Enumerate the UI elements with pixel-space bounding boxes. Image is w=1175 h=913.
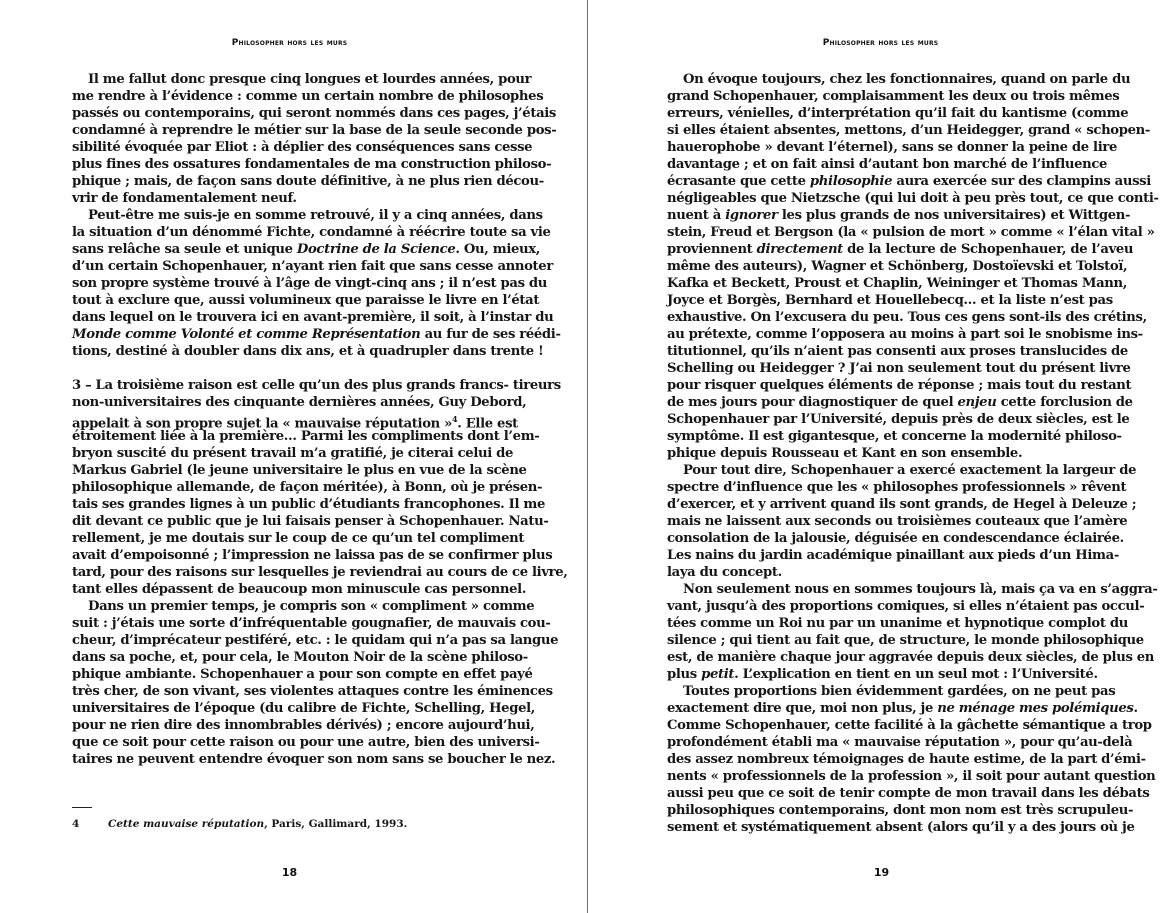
- text-line: dit devant ce public que je lui faisais penser à Schopenhauer. Natu-: [72, 514, 549, 529]
- right-page: [588, 0, 1175, 913]
- text-line: plus petit. L’explication en tient en un seul mot : l’Université.: [667, 667, 1098, 682]
- text-line: Kafka et Beckett, Proust et Chaplin, Weininger et Thomas Mann,: [667, 276, 1128, 291]
- text-line: dans sa poche, et, pour cela, le Mouton Noir de la scène philoso-: [72, 650, 528, 665]
- text-line: aussi peu que ce soit de tenir compte de mon travail dans les débats: [667, 786, 1150, 801]
- text-line: que ce soit pour cette raison ou pour une autre, bien des universi-: [72, 735, 540, 750]
- text-line: erreurs, vénielles, d’interprétation qu’il fait du kantisme (comme: [667, 106, 1129, 121]
- text-line: tais ses grandes lignes à un public d’étudiants francophones. Il me: [72, 497, 546, 512]
- text-line: tées comme un Roi nu par un unanime et hypnotique complot du: [667, 616, 1128, 631]
- text-line: tions, destiné à doubler dans dix ans, et à quadrupler dans trente !: [72, 344, 544, 359]
- text-line: de mes jours pour diagnostiquer de quel enjeu cette forclusion de: [667, 395, 1133, 410]
- text-line: appelait à son propre sujet la « mauvaise réputation »$^4$. Elle est: [72, 414, 518, 432]
- left-page: [0, 0, 587, 913]
- text-line: rellement, je me doutais sur le coup de ce qu’un tel compliment: [72, 531, 525, 546]
- text-line: écrasante que cette philosophie aura exercée sur des clampins aussi: [667, 174, 1151, 189]
- footnote-number: 4: [72, 818, 80, 830]
- text-line: sibilité évoquée par Eliot : à déplier des conséquences sans cesse: [72, 140, 533, 155]
- text-line: cheur, d’imprécateur pestiféré, etc. : le quidam qui n’a pas sa langue: [72, 633, 559, 648]
- text-line: tout à exclure que, aussi volumineux que paraisse le livre en l’état: [72, 293, 540, 308]
- text-line: titutionnel, qu’ils n’aient pas consenti aux proses translucides de: [667, 344, 1128, 359]
- text-line: négligeables que Nietzsche (qui lui doit à peu près tout, ce que conti-: [667, 191, 1159, 206]
- footnote-rest: , Paris, Gallimard, 1993.: [264, 818, 408, 830]
- footnote-rule: [72, 807, 92, 808]
- text-line: Toutes proportions bien évidemment gardées, on ne peut pas: [683, 684, 1116, 699]
- text-line: profondément établi ma « mauvaise réputation », pour qu’au-delà: [667, 735, 1133, 750]
- text-line: proviennent directement de la lecture de Schopenhauer, de l’aveu: [667, 242, 1134, 257]
- text-line: d’exercer, et y arrivent quand ils sont grands, de Hegel à Deleuze ;: [667, 497, 1137, 512]
- text-line: Les nains du jardin académique pinaillant aux pieds d’un Hima-: [667, 548, 1119, 563]
- text-line: tard, pour des raisons sur lesquelles je reviendrai au cours de ce livre,: [72, 565, 568, 580]
- text-line: sement et systématiquement absent (alors qu’il y a des jours où je: [667, 820, 1135, 835]
- text-line: 3 – La troisième raison est celle qu’un des plus grands francs- tireurs: [72, 378, 561, 393]
- text-line: On évoque toujours, chez les fonctionnaires, quand on parle du: [683, 72, 1131, 87]
- body-text: [72, 71, 568, 768]
- paragraph-gap: [72, 360, 510, 377]
- text-line: phique depuis Rousseau et Kant en son ensemble.: [667, 446, 1023, 461]
- text-line: symptôme. Il est gigantesque, et concerne la modernité philoso-: [667, 429, 1122, 444]
- text-line: sans relâche sa seule et unique Doctrine de la Science. Ou, mieux,: [72, 242, 541, 257]
- text-line: tant elles dépassent de beaucoup mon minuscule cas personnel.: [72, 582, 527, 597]
- text-line: laya du concept.: [667, 565, 782, 580]
- text-line: taires ne peuvent entendre évoquer son nom sans se boucher le nez.: [72, 752, 556, 767]
- text-line: Markus Gabriel (le jeune universitaire le plus en vue de la scène: [72, 463, 527, 478]
- text-line: exhaustive. On l’excusera du peu. Tous ces gens sont-ils des crétins,: [667, 310, 1147, 325]
- text-line: phique ; mais, de façon sans doute définitive, à ne plus rien décou-: [72, 174, 544, 189]
- text-line: Schelling ou Heidegger ? J’ai non seulement tout du présent livre: [667, 361, 1131, 376]
- text-line: vant, jusqu’à des proportions comiques, si elles n’étaient pas occul-: [667, 599, 1145, 614]
- text-line: exactement dire que, moi non plus, je ne ménage mes polémiques.: [667, 701, 1138, 716]
- text-line: passés ou contemporains, qui seront nommés dans ces pages, j’étais: [72, 106, 557, 121]
- text-line: si elles étaient absentes, mettons, d’un Heidegger, grand « schopen-: [667, 123, 1151, 138]
- text-line: Monde comme Volonté et comme Représentation au fur de ses réédi-: [72, 327, 561, 342]
- text-line: nents « professionnels de la profession », il soit pour autant question: [667, 769, 1156, 784]
- text-line: philosophique allemande, de façon méritée), à Bonn, où je présen-: [72, 480, 543, 495]
- text-line: phique ambiante. Schopenhauer a pour son compte en effet payé: [72, 667, 533, 682]
- text-line: Schopenhauer par l’Université, depuis près de deux siècles, est le: [667, 412, 1130, 427]
- text-line: des assez nombreux témoignages de haute estime, de la part d’émi-: [667, 752, 1146, 767]
- text-line: même des auteurs), Wagner et Schönberg, Dostoïevski et Tolstoï,: [667, 259, 1128, 274]
- text-line: davantage ; et on fait ainsi d’autant bon marché de l’influence: [667, 157, 1108, 172]
- text-line: étroitement liée à la première… Parmi les compliments dont l’em-: [72, 429, 540, 444]
- footnote: [72, 818, 407, 830]
- footnote-title: Cette mauvaise réputation: [108, 818, 265, 830]
- text-line: pour risquer quelques éléments de réponse ; mais tout du restant: [667, 378, 1132, 393]
- text-line: consolation de la jalousie, déguisée en condescendance éclairée.: [667, 531, 1124, 546]
- text-line: son propre système trouvé à l’âge de vingt-cinq ans ; il n’est pas du: [72, 276, 548, 291]
- text-line: d’un certain Schopenhauer, n’ayant rien fait que sans cesse annoter: [72, 259, 553, 274]
- text-line: au prétexte, comme l’opposera au moins à part soi le snobisme ins-: [667, 327, 1143, 342]
- text-line: silence ; qui tient au fait que, de structure, le monde philosophique: [667, 633, 1144, 648]
- running-head: Philosopher hors les murs: [231, 38, 348, 48]
- text-line: Pour tout dire, Schopenhauer a exercé exactement la largeur de: [683, 463, 1137, 478]
- page-number: 18: [281, 866, 298, 879]
- text-line: philosophiques contemporains, dont mon nom est très scrupuleu-: [667, 803, 1134, 818]
- text-line: Joyce et Borgès, Bernhard et Houellebecq… et la liste n’est pas: [667, 293, 1113, 308]
- body-text: [667, 71, 1159, 836]
- text-line: condamné à reprendre le métier sur la base de la seule seconde pos-: [72, 123, 557, 138]
- text-line: hauerophobe » devant l’éternel), sans se donner la peine de lire: [667, 140, 1118, 155]
- text-line: Dans un premier temps, je compris son « compliment » comme: [88, 599, 535, 614]
- text-line: non-universitaires des cinquante dernières années, Guy Debord,: [72, 395, 527, 410]
- text-line: très cher, de son vivant, ses violentes attaques contre les éminences: [72, 684, 553, 699]
- text-line: Peut-être me suis-je en somme retrouvé, il y a cinq années, dans: [88, 208, 543, 223]
- text-line: grand Schopenhauer, complaisamment les deux ou trois mêmes: [667, 89, 1120, 104]
- text-line: bryon suscité du présent travail m’a gratifié, je citerai celui de: [72, 446, 514, 461]
- text-line: universitaires de l’époque (du calibre de Fichte, Schelling, Hegel,: [72, 701, 536, 716]
- text-line: nuent à ignorer les plus grands de nos universitaires) et Wittgen-: [667, 208, 1131, 223]
- text-line: dans lequel on le trouvera ici en avant-première, il soit, à l’instar du: [72, 310, 554, 325]
- text-line: mais ne laissent aux seconds ou troisièmes couteaux que l’amère: [667, 514, 1128, 529]
- text-line: Comme Schopenhauer, cette facilité à la gâchette sémantique a trop: [667, 718, 1152, 733]
- text-line: me rendre à l’évidence : comme un certain nombre de philosophes: [72, 89, 544, 104]
- text-line: spectre d’influence que les « philosophes professionnels » rêvent: [667, 480, 1127, 495]
- text-line: Il me fallut donc presque cinq longues et lourdes années, pour: [88, 72, 532, 87]
- text-line: est, de manière chaque jour aggravée depuis deux siècles, de plus en: [667, 650, 1155, 665]
- text-line: la situation d’un dénommé Fichte, condamné à réécrire toute sa vie: [72, 225, 551, 240]
- text-line: stein, Freud et Bergson (la « pulsion de mort » comme « l’élan vital »: [667, 225, 1155, 240]
- text-line: pour ne rien dire des innombrables dérivés) ; encore aujourd’hui,: [72, 718, 535, 733]
- text-line: vrir de fondamentalement neuf.: [72, 191, 297, 206]
- text-line: Non seulement nous en sommes toujours là, mais ça va en s’aggra-: [683, 582, 1158, 597]
- text-line: suit : j’étais une sorte d’infréquentable gougnafier, de mauvais cou-: [72, 616, 551, 631]
- page-number: 19: [873, 866, 890, 879]
- text-line: plus fines des ossatures fondamentales de ma construction philoso-: [72, 157, 552, 172]
- text-line: avait d’empoisonné ; l’impression ne laissa pas de se confirmer plus: [72, 548, 553, 563]
- running-head: Philosopher hors les murs: [822, 38, 939, 48]
